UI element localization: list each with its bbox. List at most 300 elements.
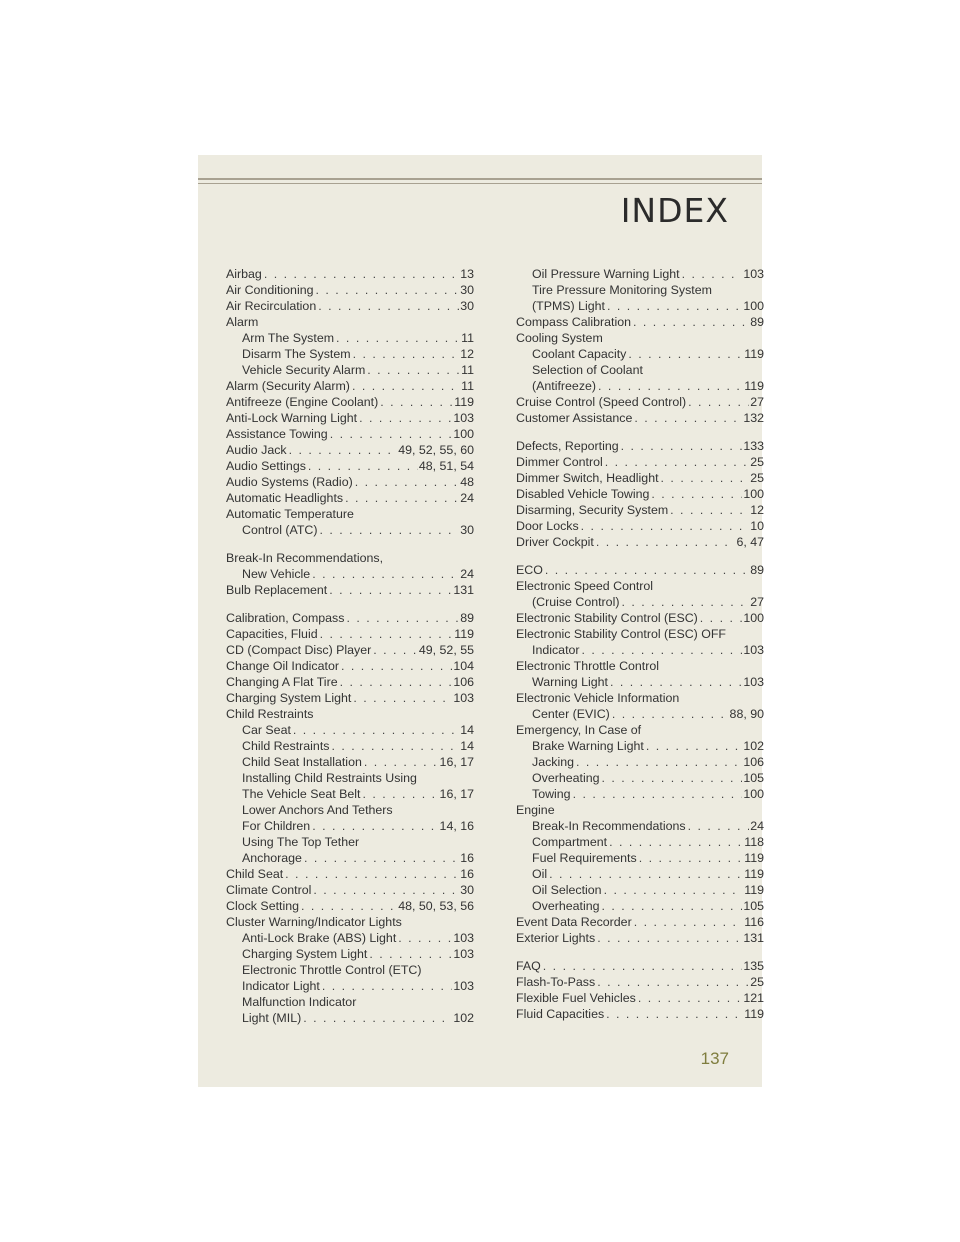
entry-page-ref: 25 xyxy=(750,471,764,485)
header-rule-top xyxy=(198,178,762,180)
entry-term: Emergency, In Case of xyxy=(516,723,642,737)
index-entry xyxy=(226,611,474,626)
entry-term: Disarming, Security System xyxy=(516,503,669,517)
index-entry xyxy=(516,439,764,454)
index-page xyxy=(198,155,762,1087)
index-entry xyxy=(226,883,474,898)
entry-page-ref: 118 xyxy=(744,835,764,849)
entry-term: Disarm The System xyxy=(242,347,351,361)
entry-term: Oil Pressure Warning Light xyxy=(532,267,680,281)
entry-term: Event Data Recorder xyxy=(516,915,632,929)
entry-page-ref: 100 xyxy=(743,487,764,501)
leader-dots xyxy=(339,659,452,674)
entry-page-ref: 132 xyxy=(743,411,764,425)
entry-page-ref: 49, 52, 55 xyxy=(418,643,474,657)
index-subentry xyxy=(516,755,764,770)
entry-term: Fluid Capacities xyxy=(516,1007,605,1021)
entry-term: (Cruise Control) xyxy=(532,595,620,609)
leader-dots xyxy=(607,835,743,850)
index-entry xyxy=(226,267,474,282)
entry-page-ref: 133 xyxy=(743,439,764,453)
index-entry xyxy=(226,491,474,506)
leader-dots xyxy=(310,567,459,582)
entry-term: New Vehicle xyxy=(242,567,311,581)
index-entry xyxy=(516,627,764,642)
index-subentry xyxy=(226,995,474,1010)
entry-term: (Antifreeze) xyxy=(532,379,597,393)
index-entry xyxy=(226,675,474,690)
index-entry xyxy=(226,627,474,642)
entry-page-ref: 89 xyxy=(750,563,764,577)
entry-term: Climate Control xyxy=(226,883,312,897)
leader-dots xyxy=(686,395,749,410)
index-subentry xyxy=(516,299,764,314)
index-entry xyxy=(516,315,764,330)
entry-page-ref: 6, 47 xyxy=(736,535,764,549)
entry-page-ref: 27 xyxy=(750,595,764,609)
entry-term: For Children xyxy=(242,819,311,833)
index-entry xyxy=(226,411,474,426)
entry-term: Changing A Flat Tire xyxy=(226,675,338,689)
leader-dots xyxy=(600,771,743,786)
index-subentry xyxy=(226,347,474,362)
entry-term: Anti-Lock Brake (ABS) Light xyxy=(242,931,397,945)
index-subentry xyxy=(516,363,764,378)
index-subentry xyxy=(226,963,474,978)
leader-dots xyxy=(686,819,750,834)
leader-dots xyxy=(365,363,460,378)
index-entry xyxy=(516,535,764,550)
entry-term: Audio Systems (Radio) xyxy=(226,475,353,489)
entry-term: Calibration, Compass xyxy=(226,611,345,625)
entry-page-ref: 102 xyxy=(743,739,764,753)
leader-dots xyxy=(680,267,743,282)
leader-dots xyxy=(327,583,452,598)
leader-dots xyxy=(626,347,743,362)
entry-term: Electronic Vehicle Information xyxy=(516,691,680,705)
entry-page-ref: 135 xyxy=(743,959,764,973)
index-subentry xyxy=(226,331,474,346)
entry-page-ref: 24 xyxy=(460,491,474,505)
entry-page-ref: 24 xyxy=(460,567,474,581)
entry-term: Child Restraints xyxy=(226,707,314,721)
page-number: 137 xyxy=(700,1049,729,1068)
entry-term: Compass Calibration xyxy=(516,315,632,329)
index-entry xyxy=(516,395,764,410)
leader-dots xyxy=(351,691,452,706)
entry-term: Control (ATC) xyxy=(242,523,318,537)
entry-term: Malfunction Indicator xyxy=(242,995,357,1009)
entry-term: Alarm xyxy=(226,315,259,329)
leader-dots xyxy=(636,991,742,1006)
entry-term: Audio Jack xyxy=(226,443,287,457)
leader-dots xyxy=(596,379,743,394)
index-entry xyxy=(516,959,764,974)
index-entry xyxy=(226,583,474,598)
entry-term: Air Conditioning xyxy=(226,283,314,297)
index-entry xyxy=(226,867,474,882)
index-entry xyxy=(226,315,474,330)
index-subentry xyxy=(516,771,764,786)
entry-term: Electronic Speed Control xyxy=(516,579,654,593)
entry-page-ref: 14 xyxy=(460,739,474,753)
index-subentry xyxy=(516,851,764,866)
entry-page-ref: 49, 52, 55, 60 xyxy=(398,443,474,457)
leader-dots xyxy=(396,931,452,946)
index-entry xyxy=(226,427,474,442)
entry-term: Air Recirculation xyxy=(226,299,317,313)
index-subentry xyxy=(516,899,764,914)
entry-term: Driver Cockpit xyxy=(516,535,594,549)
index-entry xyxy=(516,975,764,990)
index-subentry xyxy=(226,723,474,738)
entry-term: Automatic Headlights xyxy=(226,491,344,505)
entry-page-ref: 89 xyxy=(460,611,474,625)
index-entry xyxy=(516,579,764,594)
entry-page-ref: 100 xyxy=(743,299,764,313)
leader-dots xyxy=(594,535,736,550)
entry-page-ref: 102 xyxy=(453,1011,474,1025)
index-subentry xyxy=(516,867,764,882)
leader-dots xyxy=(619,439,743,454)
leader-dots xyxy=(600,899,743,914)
leader-dots xyxy=(357,411,452,426)
entry-page-ref: 105 xyxy=(743,771,764,785)
entry-term: Dimmer Switch, Headlight xyxy=(516,471,659,485)
entry-term: Electronic Stability Control (ESC) xyxy=(516,611,698,625)
entry-term: Disabled Vehicle Towing xyxy=(516,487,650,501)
entry-term: Clock Setting xyxy=(226,899,300,913)
entry-page-ref: 24 xyxy=(750,819,764,833)
entry-term: Anti-Lock Warning Light xyxy=(226,411,358,425)
index-subentry xyxy=(226,803,474,818)
index-subentry xyxy=(516,595,764,610)
leader-dots xyxy=(334,331,460,346)
index-entry xyxy=(516,455,764,470)
entry-page-ref: 30 xyxy=(460,883,474,897)
leader-dots xyxy=(299,899,397,914)
entry-page-ref: 116 xyxy=(744,915,764,929)
entry-term: Child Seat Installation xyxy=(242,755,362,769)
entry-term: Installing Child Restraints Using xyxy=(242,771,417,785)
leader-dots xyxy=(605,299,742,314)
leader-dots xyxy=(580,643,743,658)
entry-page-ref: 30 xyxy=(460,283,474,297)
entry-term: Bulb Replacement xyxy=(226,583,328,597)
index-entry xyxy=(516,487,764,502)
index-subentry xyxy=(516,643,764,658)
index-entry xyxy=(226,915,474,930)
entry-page-ref: 119 xyxy=(744,1007,764,1021)
index-subentry xyxy=(226,739,474,754)
entry-term: Overheating xyxy=(532,899,600,913)
entry-page-ref: 106 xyxy=(453,675,474,689)
index-entry xyxy=(226,643,474,658)
leader-dots xyxy=(608,675,742,690)
index-entry xyxy=(516,1007,764,1022)
entry-page-ref: 27 xyxy=(750,395,764,409)
leader-dots xyxy=(291,723,459,738)
index-entry xyxy=(226,395,474,410)
index-entry xyxy=(226,283,474,298)
leader-dots xyxy=(360,787,438,802)
page-title: INDEX xyxy=(620,191,729,230)
entry-term: Brake Warning Light xyxy=(532,739,644,753)
entry-page-ref: 11 xyxy=(461,379,474,393)
leader-dots xyxy=(668,503,749,518)
entry-page-ref: 103 xyxy=(453,931,474,945)
entry-term: CD (Compact Disc) Player xyxy=(226,643,372,657)
entry-term: Oil xyxy=(532,867,548,881)
entry-term: Warning Light xyxy=(532,675,608,689)
leader-dots xyxy=(320,979,452,994)
entry-page-ref: 119 xyxy=(744,883,764,897)
entry-page-ref: 16 xyxy=(460,867,474,881)
index-entry xyxy=(516,991,764,1006)
index-subentry xyxy=(226,755,474,770)
leader-dots xyxy=(371,643,418,658)
entry-page-ref: 103 xyxy=(453,947,474,961)
leader-dots xyxy=(316,299,459,314)
entry-term: The Vehicle Seat Belt xyxy=(242,787,361,801)
header-rule-bottom xyxy=(198,183,762,184)
index-entry xyxy=(226,707,474,722)
entry-term: Anchorage xyxy=(242,851,302,865)
leader-dots xyxy=(283,867,459,882)
entry-page-ref: 11 xyxy=(461,331,474,345)
index-entry xyxy=(226,475,474,490)
index-subentry xyxy=(226,819,474,834)
leader-dots xyxy=(338,675,453,690)
leader-dots xyxy=(541,959,743,974)
entry-term: Oil Selection xyxy=(532,883,602,897)
entry-term: Antifreeze (Engine Coolant) xyxy=(226,395,379,409)
entry-page-ref: 119 xyxy=(744,851,764,865)
index-subentry xyxy=(226,363,474,378)
index-entry xyxy=(226,507,474,522)
entry-term: Car Seat xyxy=(242,723,291,737)
leader-dots xyxy=(571,787,743,802)
index-subentry xyxy=(516,707,764,722)
entry-term: Engine xyxy=(516,803,555,817)
leader-dots xyxy=(302,851,459,866)
index-subentry xyxy=(226,979,474,994)
entry-page-ref: 103 xyxy=(453,979,474,993)
entry-term: Center (EVIC) xyxy=(532,707,610,721)
entry-page-ref: 119 xyxy=(744,867,764,881)
entry-term: Break-In Recommendations, xyxy=(226,551,384,565)
index-entry xyxy=(516,519,764,534)
entry-page-ref: 48, 50, 53, 56 xyxy=(398,899,474,913)
entry-page-ref: 100 xyxy=(453,427,474,441)
entry-term: Defects, Reporting xyxy=(516,439,619,453)
index-entry xyxy=(516,691,764,706)
entry-term: Change Oil Indicator xyxy=(226,659,339,673)
entry-term: Overheating xyxy=(532,771,600,785)
index-subentry xyxy=(516,267,764,282)
entry-term: Light (MIL) xyxy=(242,1011,302,1025)
index-column-right xyxy=(516,267,764,1023)
index-entry xyxy=(516,563,764,578)
leader-dots xyxy=(632,915,744,930)
leader-dots xyxy=(344,611,459,626)
index-entry xyxy=(516,331,764,346)
index-subentry xyxy=(516,283,764,298)
entry-term: Vehicle Security Alarm xyxy=(242,363,366,377)
entry-term: FAQ xyxy=(516,959,541,973)
index-entry xyxy=(226,299,474,314)
entry-term: Using The Top Tether xyxy=(242,835,360,849)
entry-page-ref: 119 xyxy=(454,627,474,641)
leader-dots xyxy=(287,443,398,458)
entry-term: Door Locks xyxy=(516,519,579,533)
entry-term: Selection of Coolant xyxy=(532,363,643,377)
index-subentry xyxy=(516,835,764,850)
index-subentry xyxy=(226,931,474,946)
entry-term: Automatic Temperature xyxy=(226,507,354,521)
index-subentry xyxy=(226,851,474,866)
leader-dots xyxy=(362,755,439,770)
entry-term: Compartment xyxy=(532,835,608,849)
index-subentry xyxy=(226,567,474,582)
leader-dots xyxy=(306,459,418,474)
entry-term: (TPMS) Light xyxy=(532,299,605,313)
entry-page-ref: 119 xyxy=(744,347,764,361)
entry-page-ref: 48 xyxy=(460,475,474,489)
index-entry xyxy=(226,899,474,914)
leader-dots xyxy=(644,739,743,754)
index-entry xyxy=(516,915,764,930)
entry-page-ref: 103 xyxy=(743,675,764,689)
leader-dots xyxy=(579,519,750,534)
leader-dots xyxy=(649,487,742,502)
leader-dots xyxy=(619,595,749,610)
entry-term: Flexible Fuel Vehicles xyxy=(516,991,636,1005)
index-entry xyxy=(226,443,474,458)
leader-dots xyxy=(604,1007,743,1022)
leader-dots xyxy=(637,851,744,866)
index-subentry xyxy=(516,379,764,394)
entry-term: Capacities, Fluid xyxy=(226,627,318,641)
entry-term: Cluster Warning/Indicator Lights xyxy=(226,915,402,929)
entry-term: Arm The System xyxy=(242,331,335,345)
leader-dots xyxy=(350,379,460,394)
leader-dots xyxy=(329,739,459,754)
leader-dots xyxy=(602,883,744,898)
entry-term: Assistance Towing xyxy=(226,427,328,441)
entry-term: Towing xyxy=(532,787,571,801)
leader-dots xyxy=(610,707,729,722)
entry-page-ref: 16 xyxy=(460,851,474,865)
entry-page-ref: 121 xyxy=(743,991,764,1005)
entry-term: Child Seat xyxy=(226,867,284,881)
index-subentry xyxy=(516,819,764,834)
index-subentry xyxy=(226,771,474,786)
index-subentry xyxy=(516,787,764,802)
entry-page-ref: 105 xyxy=(743,899,764,913)
leader-dots xyxy=(698,611,743,626)
index-subentry xyxy=(226,523,474,538)
entry-term: Electronic Stability Control (ESC) OFF xyxy=(516,627,727,641)
entry-page-ref: 103 xyxy=(453,691,474,705)
leader-dots xyxy=(313,283,459,298)
index-subentry xyxy=(226,787,474,802)
entry-page-ref: 100 xyxy=(743,611,764,625)
index-entry xyxy=(516,803,764,818)
entry-term: Airbag xyxy=(226,267,262,281)
index-entry xyxy=(516,659,764,674)
index-subentry xyxy=(226,1011,474,1026)
entry-term: Fuel Requirements xyxy=(532,851,637,865)
entry-page-ref: 103 xyxy=(743,643,764,657)
entry-page-ref: 16, 17 xyxy=(439,787,474,801)
entry-page-ref: 30 xyxy=(460,299,474,313)
leader-dots xyxy=(318,627,454,642)
entry-term: Indicator Light xyxy=(242,979,320,993)
index-entry xyxy=(226,551,474,566)
entry-term: Indicator xyxy=(532,643,580,657)
entry-term: Child Restraints xyxy=(242,739,330,753)
entry-page-ref: 131 xyxy=(453,583,474,597)
entry-page-ref: 14, 16 xyxy=(439,819,474,833)
entry-page-ref: 106 xyxy=(743,755,764,769)
leader-dots xyxy=(328,427,453,442)
index-subentry xyxy=(226,835,474,850)
entry-term: Lower Anchors And Tethers xyxy=(242,803,393,817)
leader-dots xyxy=(311,883,459,898)
entry-term: Break-In Recommendations xyxy=(532,819,686,833)
entry-page-ref: 30 xyxy=(460,523,474,537)
leader-dots xyxy=(301,1011,452,1026)
leader-dots xyxy=(378,395,453,410)
entry-page-ref: 12 xyxy=(460,347,474,361)
entry-page-ref: 12 xyxy=(750,503,764,517)
entry-term: Charging System Light xyxy=(242,947,368,961)
leader-dots xyxy=(543,563,749,578)
index-entry xyxy=(516,503,764,518)
entry-page-ref: 14 xyxy=(460,723,474,737)
index-entry xyxy=(516,471,764,486)
entry-page-ref: 89 xyxy=(750,315,764,329)
entry-page-ref: 10 xyxy=(750,519,764,533)
index-entry xyxy=(226,379,474,394)
entry-page-ref: 16, 17 xyxy=(439,755,474,769)
entry-term: Audio Settings xyxy=(226,459,306,473)
entry-term: Alarm (Security Alarm) xyxy=(226,379,350,393)
leader-dots xyxy=(659,471,750,486)
entry-term: Jacking xyxy=(532,755,575,769)
index-entry xyxy=(516,931,764,946)
entry-term: Exterior Lights xyxy=(516,931,596,945)
leader-dots xyxy=(595,931,742,946)
leader-dots xyxy=(547,867,743,882)
entry-term: Flash-To-Pass xyxy=(516,975,596,989)
entry-term: Coolant Capacity xyxy=(532,347,627,361)
index-entry xyxy=(226,691,474,706)
index-entry xyxy=(516,611,764,626)
entry-term: Cruise Control (Speed Control) xyxy=(516,395,687,409)
entry-page-ref: 13 xyxy=(460,267,474,281)
entry-page-ref: 119 xyxy=(744,379,764,393)
leader-dots xyxy=(367,947,452,962)
leader-dots xyxy=(632,411,742,426)
entry-page-ref: 103 xyxy=(743,267,764,281)
leader-dots xyxy=(631,315,749,330)
leader-dots xyxy=(262,267,459,282)
entry-page-ref: 103 xyxy=(453,411,474,425)
entry-page-ref: 25 xyxy=(750,455,764,469)
index-subentry xyxy=(226,947,474,962)
